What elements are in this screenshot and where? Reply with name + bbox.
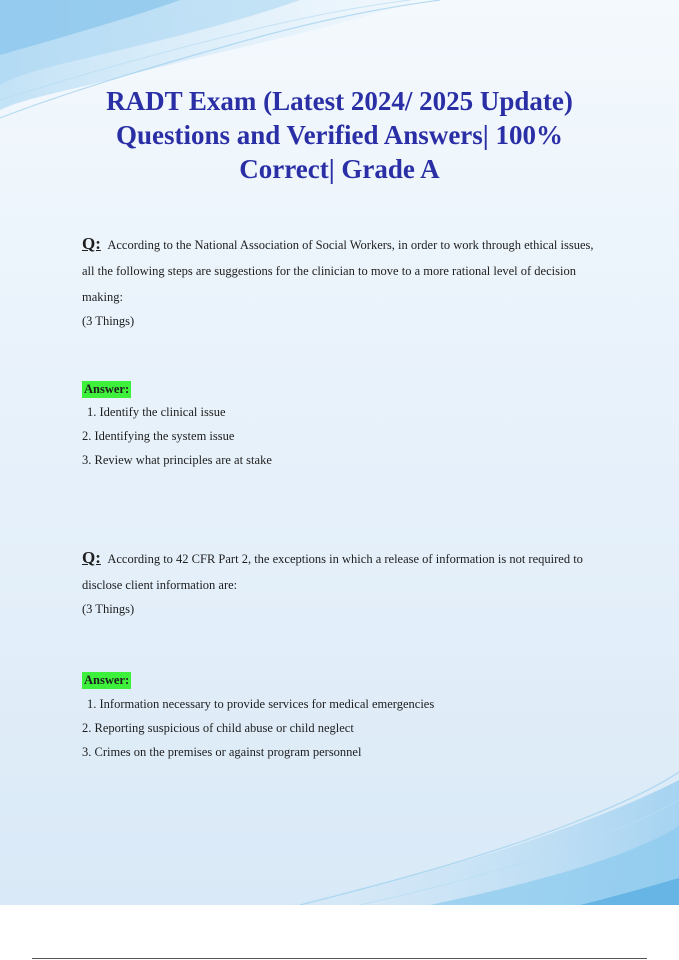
- answer-label: Answer:: [84, 673, 130, 687]
- answer-item: 1. Information necessary to provide services for medical emergencies: [87, 697, 435, 711]
- answer-item: 2. Identifying the system issue: [82, 429, 235, 443]
- answer-list: [82, 400, 272, 472]
- question-marker: Q:: [82, 234, 101, 253]
- answer-item: 1. Identify the clinical issue: [87, 405, 226, 419]
- title-line-3: Correct| Grade A: [239, 154, 440, 184]
- question-note: (3 Things): [82, 314, 135, 328]
- answer-label: Answer:: [84, 382, 130, 396]
- question-marker: Q:: [82, 548, 101, 567]
- question-note: (3 Things): [82, 602, 135, 616]
- answer-item: 2. Reporting suspicious of child abuse or child neglect: [82, 721, 354, 735]
- title-line-2: Questions and Verified Answers| 100%: [115, 120, 563, 150]
- title-line-1: RADT Exam (Latest 2024/ 2025 Update): [106, 86, 573, 116]
- question-text: According to 42 CFR Part 2, the exceptions in which a release of information is not required to disclose client information are:: [82, 552, 583, 592]
- question-text: According to the National Association of Social Workers, in order to work through ethical issues, all the following steps are suggestions for the clinician to move to a more rational level of decision making:: [82, 238, 594, 304]
- question-1: [82, 231, 602, 332]
- question-2: [82, 545, 602, 620]
- footer-divider: [32, 958, 647, 959]
- answer-item: 3. Crimes on the premises or against program personnel: [82, 745, 362, 759]
- answer-item: 3. Review what principles are at stake: [82, 453, 272, 467]
- document-title: [0, 84, 679, 186]
- answer-list: [82, 692, 434, 764]
